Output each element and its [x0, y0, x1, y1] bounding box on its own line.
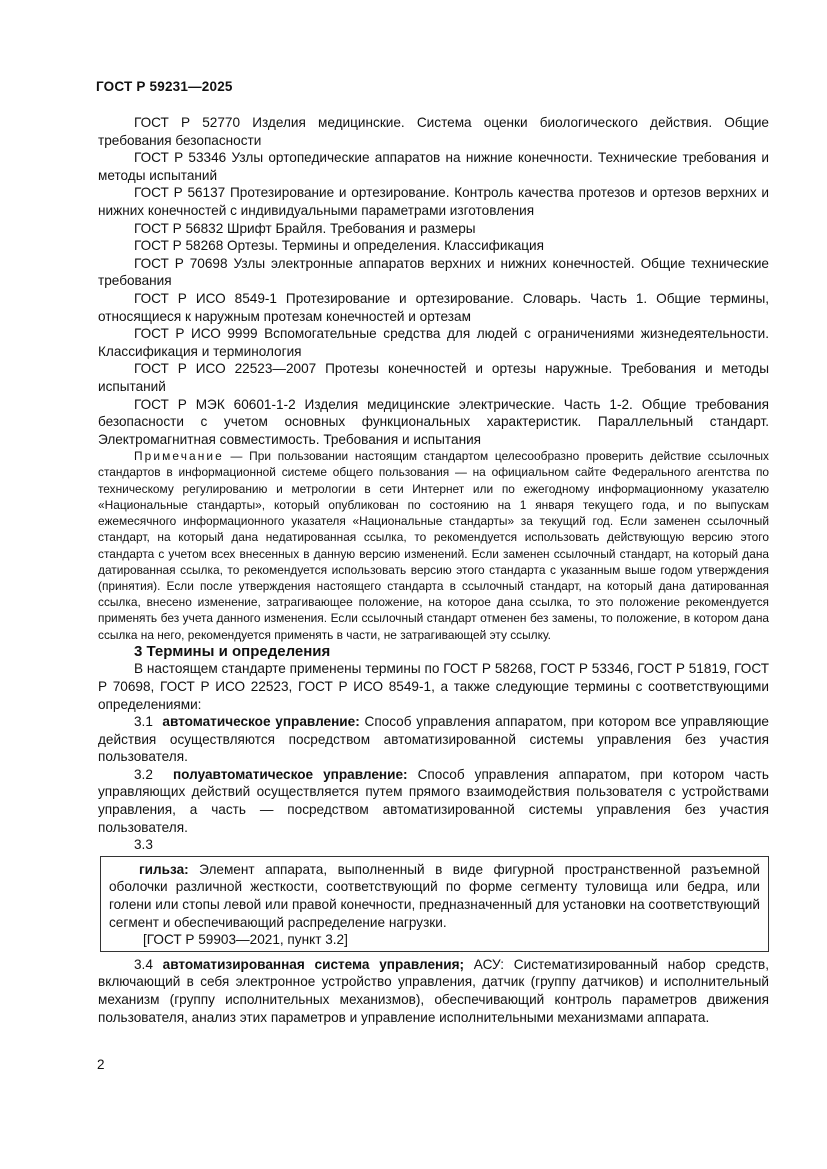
term-name: автоматизированная система управления;: [162, 956, 465, 972]
reference-entry: ГОСТ Р 70698 Узлы электронные аппаратов верхних и нижних конечностей. Общие технические требования: [98, 255, 769, 289]
term-entry: [109, 861, 760, 931]
reference-entry: ГОСТ Р 56832 Шрифт Брайля. Требования и размеры: [134, 220, 476, 236]
term-number: 3.4: [134, 956, 153, 972]
reference-entry: ГОСТ Р 56137 Протезирование и ортезирование. Контроль качества протезов и ортезов верхних и нижних конечностей с индивидуальными параметрами изготовления: [98, 185, 769, 218]
term-definition: АСУ: Систематизированный набор средств, включающий в себя электронное устройство управления, датчик (группу датчиков) и исполнительный механизм (группу исполнительных механизмов), обеспечивающий контроль параметров движения пользователя, анализ этих параметров и управление исполнительными механизмами аппарата.: [98, 956, 770, 1025]
term-number: 3.2: [134, 766, 153, 782]
term-name: полуавтоматическое управление:: [172, 766, 408, 782]
reference-entry: ГОСТ Р ИСО 22523—2007 Протезы конечностей и ортезы наружные. Требования и методы испытаний: [98, 361, 769, 394]
quoted-term-box: [100, 856, 769, 952]
reference-entry: ГОСТ Р ИСО 8549-1 Протезирование и ортезирование. Словарь. Часть 1. Общие термины, относящиеся к наружным протезам конечностей и ортезам: [98, 290, 769, 324]
page-number: 2: [97, 1057, 105, 1072]
note-text: — При пользовании настоящим стандартом целесообразно проверить действие ссылочных стандартов в информационной системе общего пользования — на официальном сайте Федерального агентства по техническому регулированию и метрологии в сети Интернет или по ежегодному информационному указателю «Национальные стандарты», который опубликован по состоянию на 1 января текущего года, и по выпускам ежемесячного информационного указателя «Национальные стандарты» за текущий год. Если заменен ссылочный стандарт, на который дана недатированная ссылка, то рекомендуется использовать действующую версию этого стандарта с учетом всех внесенных в данную версию изменений. Если заменен ссылочный стандарт, на который дана датированная ссылка, то рекомендуется использовать версию этого стандарта с указанным выше годом утверждения (принятия). Если после утверждения настоящего стандарта в ссылочный стандарт, на который дана датированная ссылка, внесено изменение, затрагивающее положение, на которое дана ссылка, то это положение рекомендуется применять без учета данного изменения. Если ссылочный стандарт отменен без замены, то положение, в котором дана ссылка на него, рекомендуется применять в части, не затрагивающей эту ссылку.: [98, 449, 769, 642]
term-number: 3.1: [134, 714, 153, 730]
term-name: гильза:: [139, 861, 189, 877]
term-definition: Способ управления аппаратом, при котором все управляющие действия осуществляются посредством автоматизированной системы управления без участия пользователя.: [98, 714, 769, 765]
term-entry: [98, 713, 769, 766]
term-entry: [98, 766, 769, 836]
note-paragraph: [98, 448, 769, 642]
document-header: ГОСТ Р 59231—2025: [96, 79, 233, 94]
reference-entry: ГОСТ Р ИСО 9999 Вспомогательные средства для людей с ограничениями жизнедеятельности. Классификация и терминология: [98, 326, 769, 359]
reference-entry: ГОСТ Р 52770 Изделия медицинские. Система оценки биологического действия. Общие требования безопасности: [98, 115, 769, 148]
term-source-reference: [ГОСТ Р 59903—2021, пункт 3.2]: [143, 932, 348, 948]
section-intro: В настоящем стандарте применены термины по ГОСТ Р 58268, ГОСТ Р 53346, ГОСТ Р 51819, ГОСТ Р 70698, ГОСТ Р ИСО 22523, ГОСТ Р ИСО 8549-1, а также следующие термины с соответствующими определениями:: [98, 661, 769, 712]
term-number-3-3: 3.3: [134, 837, 153, 853]
term-definition: Элемент аппарата, выполненный в виде фигурной пространственной разъемной оболочки различной жесткости, соответствующий по форме сегменту туловища или бедра, или голени или стопы левой или правой конечности, предназначенный для установки на соответствующий сегмент и обеспечивающий распределение нагрузки.: [109, 861, 760, 930]
reference-entry: ГОСТ Р МЭК 60601-1-2 Изделия медицинские электрические. Часть 1-2. Общие требования безопасности с учетом основных функциональных характеристик. Параллельный стандарт. Электромагнитная совместимость. Требования и испытания: [98, 396, 769, 447]
term-entry: [98, 956, 769, 1026]
term-name: автоматическое управление:: [162, 714, 360, 730]
reference-entry: ГОСТ Р 53346 Узлы ортопедические аппаратов на нижние конечности. Технические требования и методы испытаний: [98, 150, 769, 183]
note-label: Примечание: [134, 449, 224, 464]
document-body: [98, 114, 769, 1026]
section-title: 3 Термины и определения: [134, 642, 331, 660]
reference-entry: ГОСТ Р 58268 Ортезы. Термины и определения. Классификация: [134, 238, 545, 254]
term-definition: Способ управления аппаратом, при котором часть управляющих действий осуществляется путем прямого взаимодействия пользователя с устройствами управления, а часть — посредством автоматизированной системы управления без участия пользователя.: [98, 766, 769, 835]
